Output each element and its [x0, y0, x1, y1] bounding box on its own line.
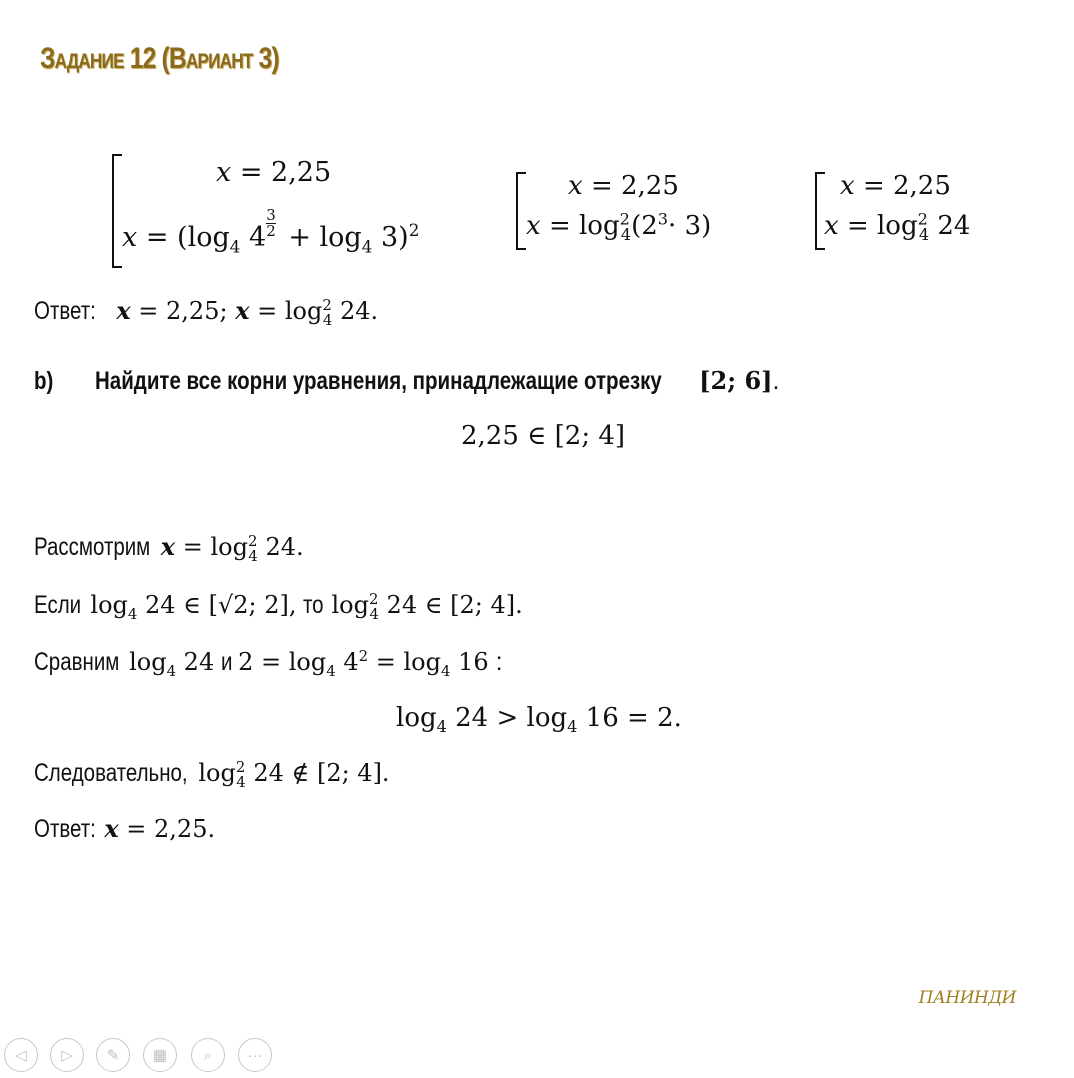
pen-icon[interactable]: ✎ — [96, 1038, 130, 1072]
answer-2: Ответ: x = 2,25. — [34, 814, 216, 843]
system2-line1: x = 2,25 — [568, 171, 679, 201]
center-statement-1: 2,25 ∈ [2; 4] — [461, 421, 626, 451]
next-slide-icon[interactable]: ▷ — [50, 1038, 84, 1072]
slides-grid-icon[interactable]: ▦ — [143, 1038, 177, 1072]
consider-line: Рассмотрим $x = \log^2_4 24$. — [34, 532, 304, 565]
system-bracket-2 — [516, 172, 526, 250]
therefore-line: Следовательно, $\log^2_4 24$ ∉ [2; 4]. — [34, 758, 390, 791]
more-options-icon[interactable]: ··· — [238, 1038, 272, 1072]
prev-slide-icon[interactable]: ◁ — [4, 1038, 38, 1072]
system3-line1: x = 2,25 — [840, 171, 951, 201]
compare-line: Сравним $\log_4 24$ и $2 = \log_4 4^2 = \log_4 16$ : — [34, 647, 503, 680]
answer-1: Ответ: x = 2,25; $x = \log^2_4 24$. — [34, 296, 379, 329]
system1-line2: $x = (\log_4$ 4 $\frac{3}{2}$ + $\log_4 3)^2$ — [122, 206, 420, 257]
if-line: Если $\log_4 24$ ∈ [√2; 2], то $\log^2_4 24$ ∈ [2; 4]. — [34, 590, 523, 623]
system3-line2: $x = \log^2_4 24$ — [824, 209, 971, 245]
page-title: Задание 12 (Вариант 3) — [40, 42, 279, 75]
center-statement-2: $\log_4 24 > \log_4 16 = 2$. — [396, 703, 682, 737]
system2-line2: $x = \log^2_4(2^3\cdot 3)$ — [526, 209, 712, 245]
author-logo: ПАНИНДИ — [918, 988, 1016, 1008]
system1-line1: x = 2,25 — [216, 157, 332, 188]
part-b-question: b) Найдите все корни уравнения, принадлежащие отрезку [2; 6]. — [34, 366, 780, 395]
system-bracket-1 — [112, 154, 122, 268]
zoom-icon[interactable]: ⌕ — [191, 1038, 225, 1072]
